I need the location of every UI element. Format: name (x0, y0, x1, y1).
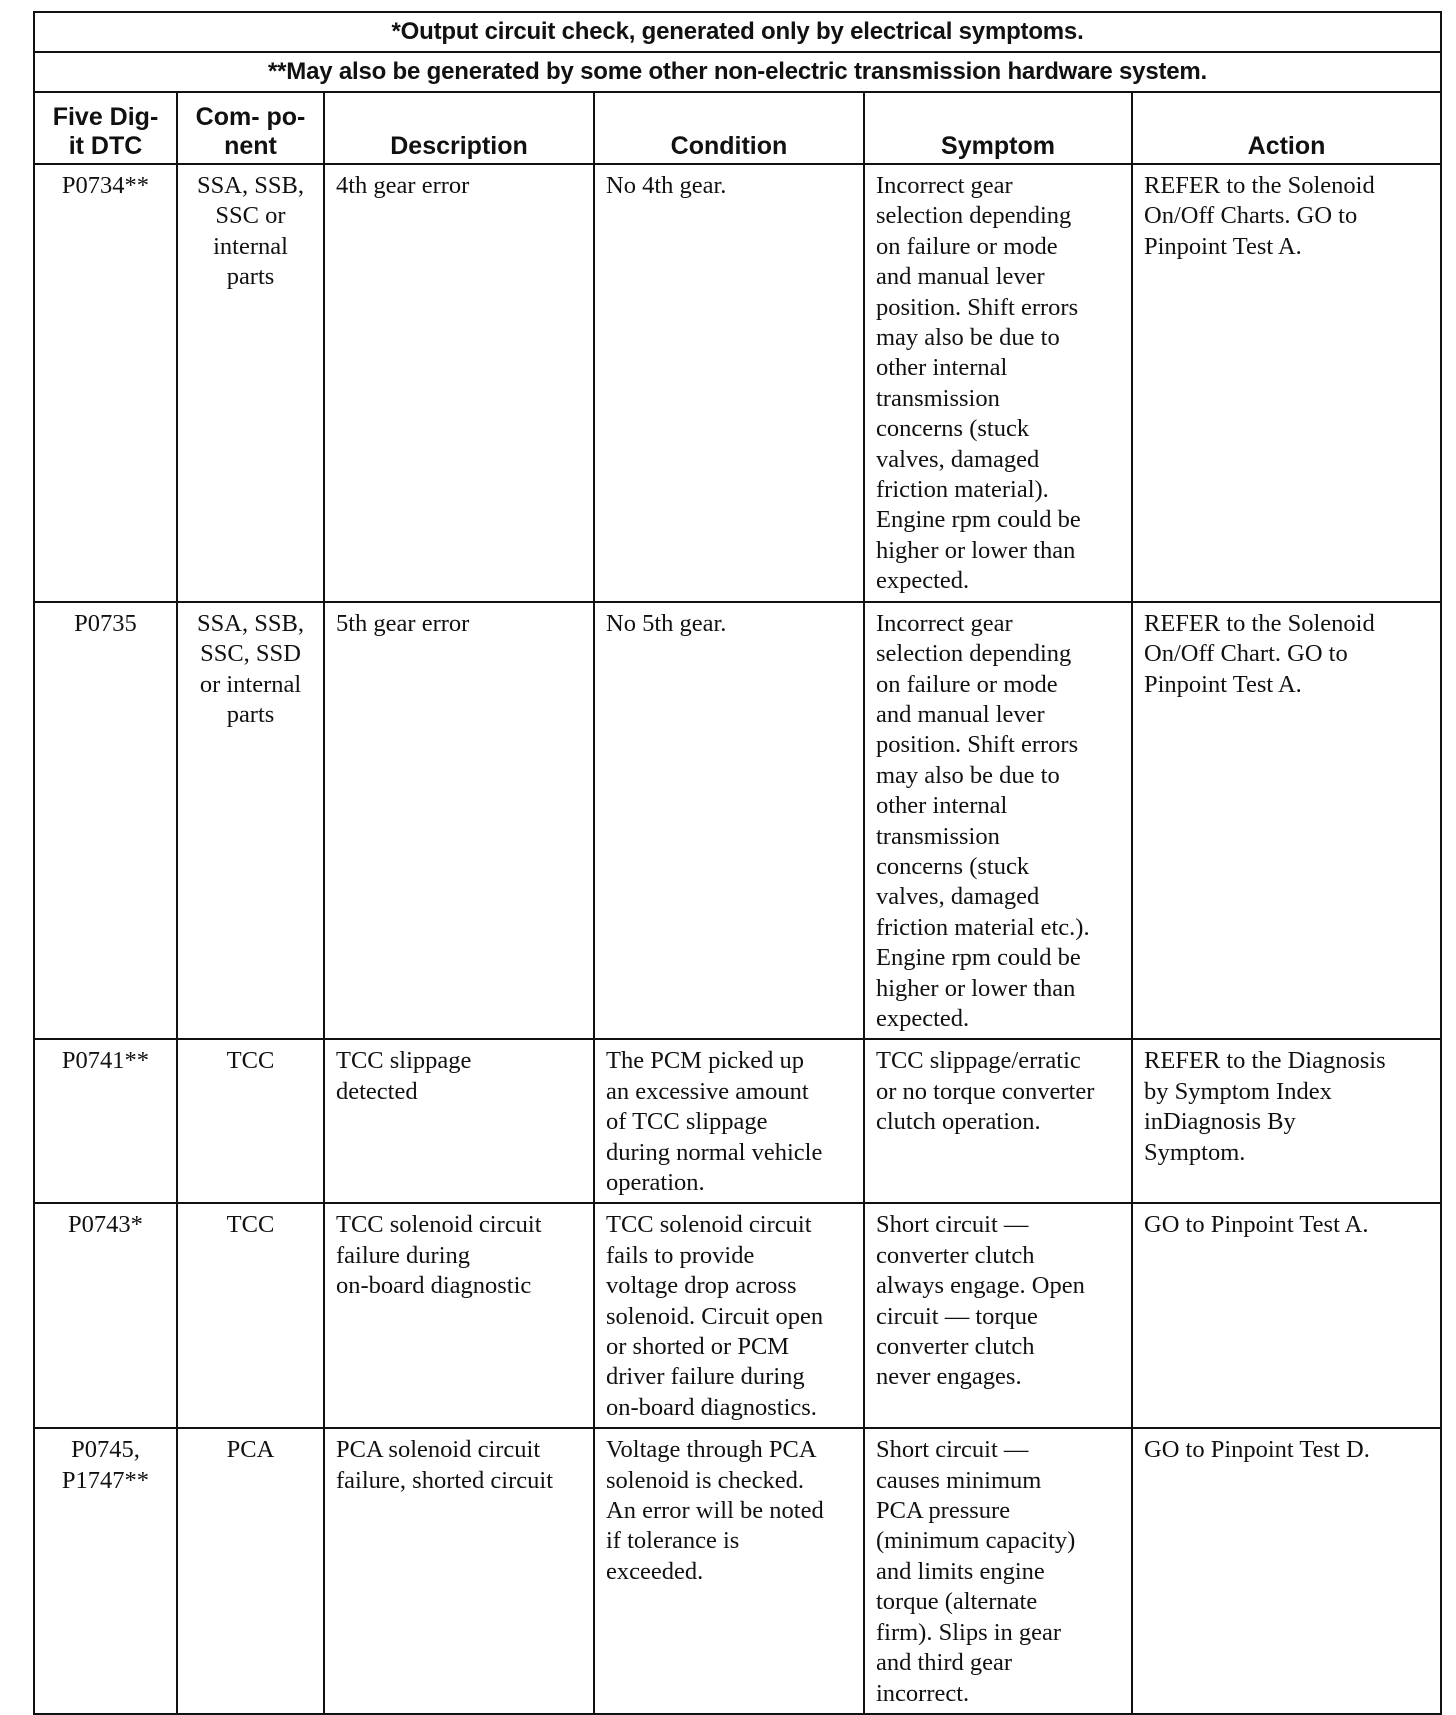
non-electric-note: **May also be generated by some other non-electric transmission hardware system. (34, 52, 1441, 92)
cell-line: friction material etc.). (876, 913, 1090, 941)
cell-line: TCC slippage/erratic (876, 1047, 1081, 1075)
cell-line: failure, shorted circuit (336, 1466, 554, 1494)
cell-line: REFER to the Diagnosis (1144, 1047, 1386, 1075)
cell-line: REFER to the Solenoid (1144, 172, 1375, 199)
cell-line: Engine rpm could be (876, 506, 1081, 534)
cell-line: other internal (876, 792, 1008, 820)
component-header (177, 92, 324, 164)
cell-line: concerns (stuck (876, 852, 1030, 880)
cell-line: on failure or mode (876, 670, 1058, 698)
dtc-cell (34, 1428, 177, 1714)
cell-line: operation. (606, 1169, 705, 1196)
cell-line: Voltage through PCA (606, 1436, 817, 1464)
cell-line: Short circuit — (876, 1211, 1029, 1239)
cell-line: or shorted or PCM (606, 1333, 790, 1361)
component-cell: TCC (177, 1203, 324, 1428)
cell-line: voltage drop across (606, 1272, 797, 1300)
cell-line: may also be due to (876, 324, 1060, 352)
cell-line: clutch operation. (876, 1108, 1041, 1136)
cell-line: by Symptom Index (1144, 1077, 1332, 1105)
symptom-cell (864, 164, 1132, 602)
cell-line: PCA pressure (876, 1497, 1011, 1525)
cell-line: Pinpoint Test A. (1144, 670, 1302, 698)
cell-line: on-board diagnostic (336, 1272, 532, 1300)
cell-line: expected. (876, 1004, 970, 1032)
dtc-cell: P0741** (34, 1039, 177, 1203)
cell-line: converter clutch (876, 1333, 1035, 1361)
condition-cell: No 4th gear. (594, 164, 864, 602)
cell-line: valves, damaged (876, 445, 1040, 473)
cell-line: on-board diagnostics. (606, 1393, 817, 1421)
cell-line: transmission (876, 384, 1000, 412)
condition-cell (594, 1428, 864, 1714)
description-cell: 4th gear error (324, 164, 594, 602)
cell-line: solenoid. Circuit open (606, 1302, 824, 1330)
symptom-cell (864, 602, 1132, 1040)
cell-line: parts (226, 700, 275, 728)
cell-line: SSC, SSD (200, 640, 301, 668)
cell-line: detected (336, 1077, 418, 1105)
component-cell (177, 602, 324, 1040)
condition-cell (594, 1203, 864, 1428)
cell-line: internal (213, 232, 288, 260)
cell-line: and manual lever (876, 700, 1045, 728)
cell-line: inDiagnosis By (1144, 1108, 1296, 1136)
cell-line: (minimum capacity) (876, 1527, 1076, 1555)
cell-line: TCC solenoid circuit (606, 1211, 812, 1239)
cell-line: never engages. (876, 1363, 1022, 1391)
table-row (34, 1203, 1441, 1428)
dtc-table (33, 11, 1442, 1715)
table-row (34, 164, 1441, 602)
cell-line: parts (226, 263, 275, 291)
condition-cell: No 5th gear. (594, 602, 864, 1040)
description-cell (324, 1039, 594, 1203)
dtc-cell: P0734** (34, 164, 177, 602)
symptom-cell (864, 1203, 1132, 1428)
cell-line: REFER to the Solenoid (1144, 609, 1375, 637)
cell-line: other internal (876, 354, 1008, 382)
component-cell: PCA (177, 1428, 324, 1714)
action-cell (1132, 602, 1441, 1040)
dtc-cell: P0743* (34, 1203, 177, 1428)
table-row (34, 1039, 1441, 1203)
condition-header: Condition (594, 92, 864, 164)
cell-line: solenoid is checked. (606, 1466, 804, 1494)
cell-line: The PCM picked up (606, 1047, 805, 1075)
component-cell (177, 164, 324, 602)
description-cell (324, 1203, 594, 1428)
action-cell (1132, 1039, 1441, 1203)
component-header-line: nent (224, 132, 277, 160)
component-cell: TCC (177, 1039, 324, 1203)
cell-line: higher or lower than (876, 536, 1076, 564)
cell-line: Short circuit — (876, 1436, 1029, 1464)
dtc-header-line: it DTC (68, 132, 143, 160)
cell-line: higher or lower than (876, 974, 1076, 1002)
cell-line: expected. (876, 567, 970, 595)
cell-line: Symptom. (1144, 1138, 1246, 1166)
cell-line: an excessive amount (606, 1077, 809, 1105)
output-circuit-note: *Output circuit check, generated only by electrical symptoms. (34, 12, 1441, 52)
cell-line: causes minimum (876, 1466, 1042, 1494)
cell-line: always engage. Open (876, 1272, 1085, 1300)
cell-line: or internal (199, 670, 302, 698)
dtc-header (34, 92, 177, 164)
cell-line: TCC solenoid circuit (336, 1211, 542, 1239)
cell-line: Pinpoint Test A. (1144, 232, 1302, 260)
cell-line: PCA solenoid circuit (336, 1436, 541, 1464)
description-cell: 5th gear error (324, 602, 594, 1040)
action-header: Action (1132, 92, 1441, 164)
cell-line: of TCC slippage (606, 1108, 768, 1136)
cell-line: P0745, (71, 1436, 140, 1464)
action-cell: GO to Pinpoint Test D. (1132, 1428, 1441, 1714)
cell-line: On/Off Charts. GO to (1144, 202, 1358, 230)
cell-line: or no torque converter (876, 1077, 1095, 1105)
description-cell (324, 1428, 594, 1714)
note-row (34, 12, 1441, 52)
condition-cell (594, 1039, 864, 1203)
note-row (34, 52, 1441, 92)
cell-line: incorrect. (876, 1679, 970, 1707)
dtc-header-line: Five Dig- (52, 103, 159, 131)
action-cell (1132, 164, 1441, 602)
cell-line: during normal vehicle (606, 1138, 823, 1166)
cell-line: TCC slippage (336, 1047, 472, 1075)
component-header-line: Com- po- (195, 103, 306, 131)
cell-line: An error will be noted (606, 1497, 824, 1525)
description-header: Description (324, 92, 594, 164)
cell-line: Engine rpm could be (876, 944, 1081, 972)
cell-line: and manual lever (876, 263, 1045, 291)
cell-line: failure during (336, 1241, 471, 1269)
cell-line: selection depending (876, 202, 1072, 230)
cell-line: SSA, SSB, (197, 172, 304, 199)
cell-line: on failure or mode (876, 232, 1058, 260)
cell-line: SSA, SSB, (197, 609, 304, 637)
header-row (34, 92, 1441, 164)
table-row (34, 1428, 1441, 1714)
symptom-cell (864, 1428, 1132, 1714)
cell-line: Incorrect gear (876, 609, 1013, 637)
cell-line: may also be due to (876, 761, 1060, 789)
dtc-cell: P0735 (34, 602, 177, 1040)
cell-line: circuit — torque (876, 1302, 1038, 1330)
cell-line: P1747** (61, 1466, 150, 1494)
cell-line: position. Shift errors (876, 293, 1079, 321)
cell-line: and limits engine (876, 1557, 1045, 1585)
action-cell: GO to Pinpoint Test A. (1132, 1203, 1441, 1428)
cell-line: selection depending (876, 640, 1072, 668)
cell-line: and third gear (876, 1649, 1013, 1677)
cell-line: concerns (stuck (876, 415, 1030, 443)
cell-line: valves, damaged (876, 883, 1040, 911)
cell-line: friction material). (876, 476, 1049, 504)
table-row (34, 602, 1441, 1040)
cell-line: firm). Slips in gear (876, 1618, 1062, 1646)
cell-line: fails to provide (606, 1241, 755, 1269)
cell-line: converter clutch (876, 1241, 1035, 1269)
cell-line: On/Off Chart. GO to (1144, 640, 1348, 668)
cell-line: exceeded. (606, 1557, 704, 1585)
cell-line: transmission (876, 822, 1000, 850)
cell-line: torque (alternate (876, 1588, 1038, 1616)
cell-line: Incorrect gear (876, 172, 1013, 199)
cell-line: position. Shift errors (876, 731, 1079, 759)
symptom-cell (864, 1039, 1132, 1203)
cell-line: if tolerance is (606, 1527, 740, 1555)
cell-line: SSC or (215, 202, 286, 230)
symptom-header: Symptom (864, 92, 1132, 164)
cell-line: driver failure during (606, 1363, 805, 1391)
